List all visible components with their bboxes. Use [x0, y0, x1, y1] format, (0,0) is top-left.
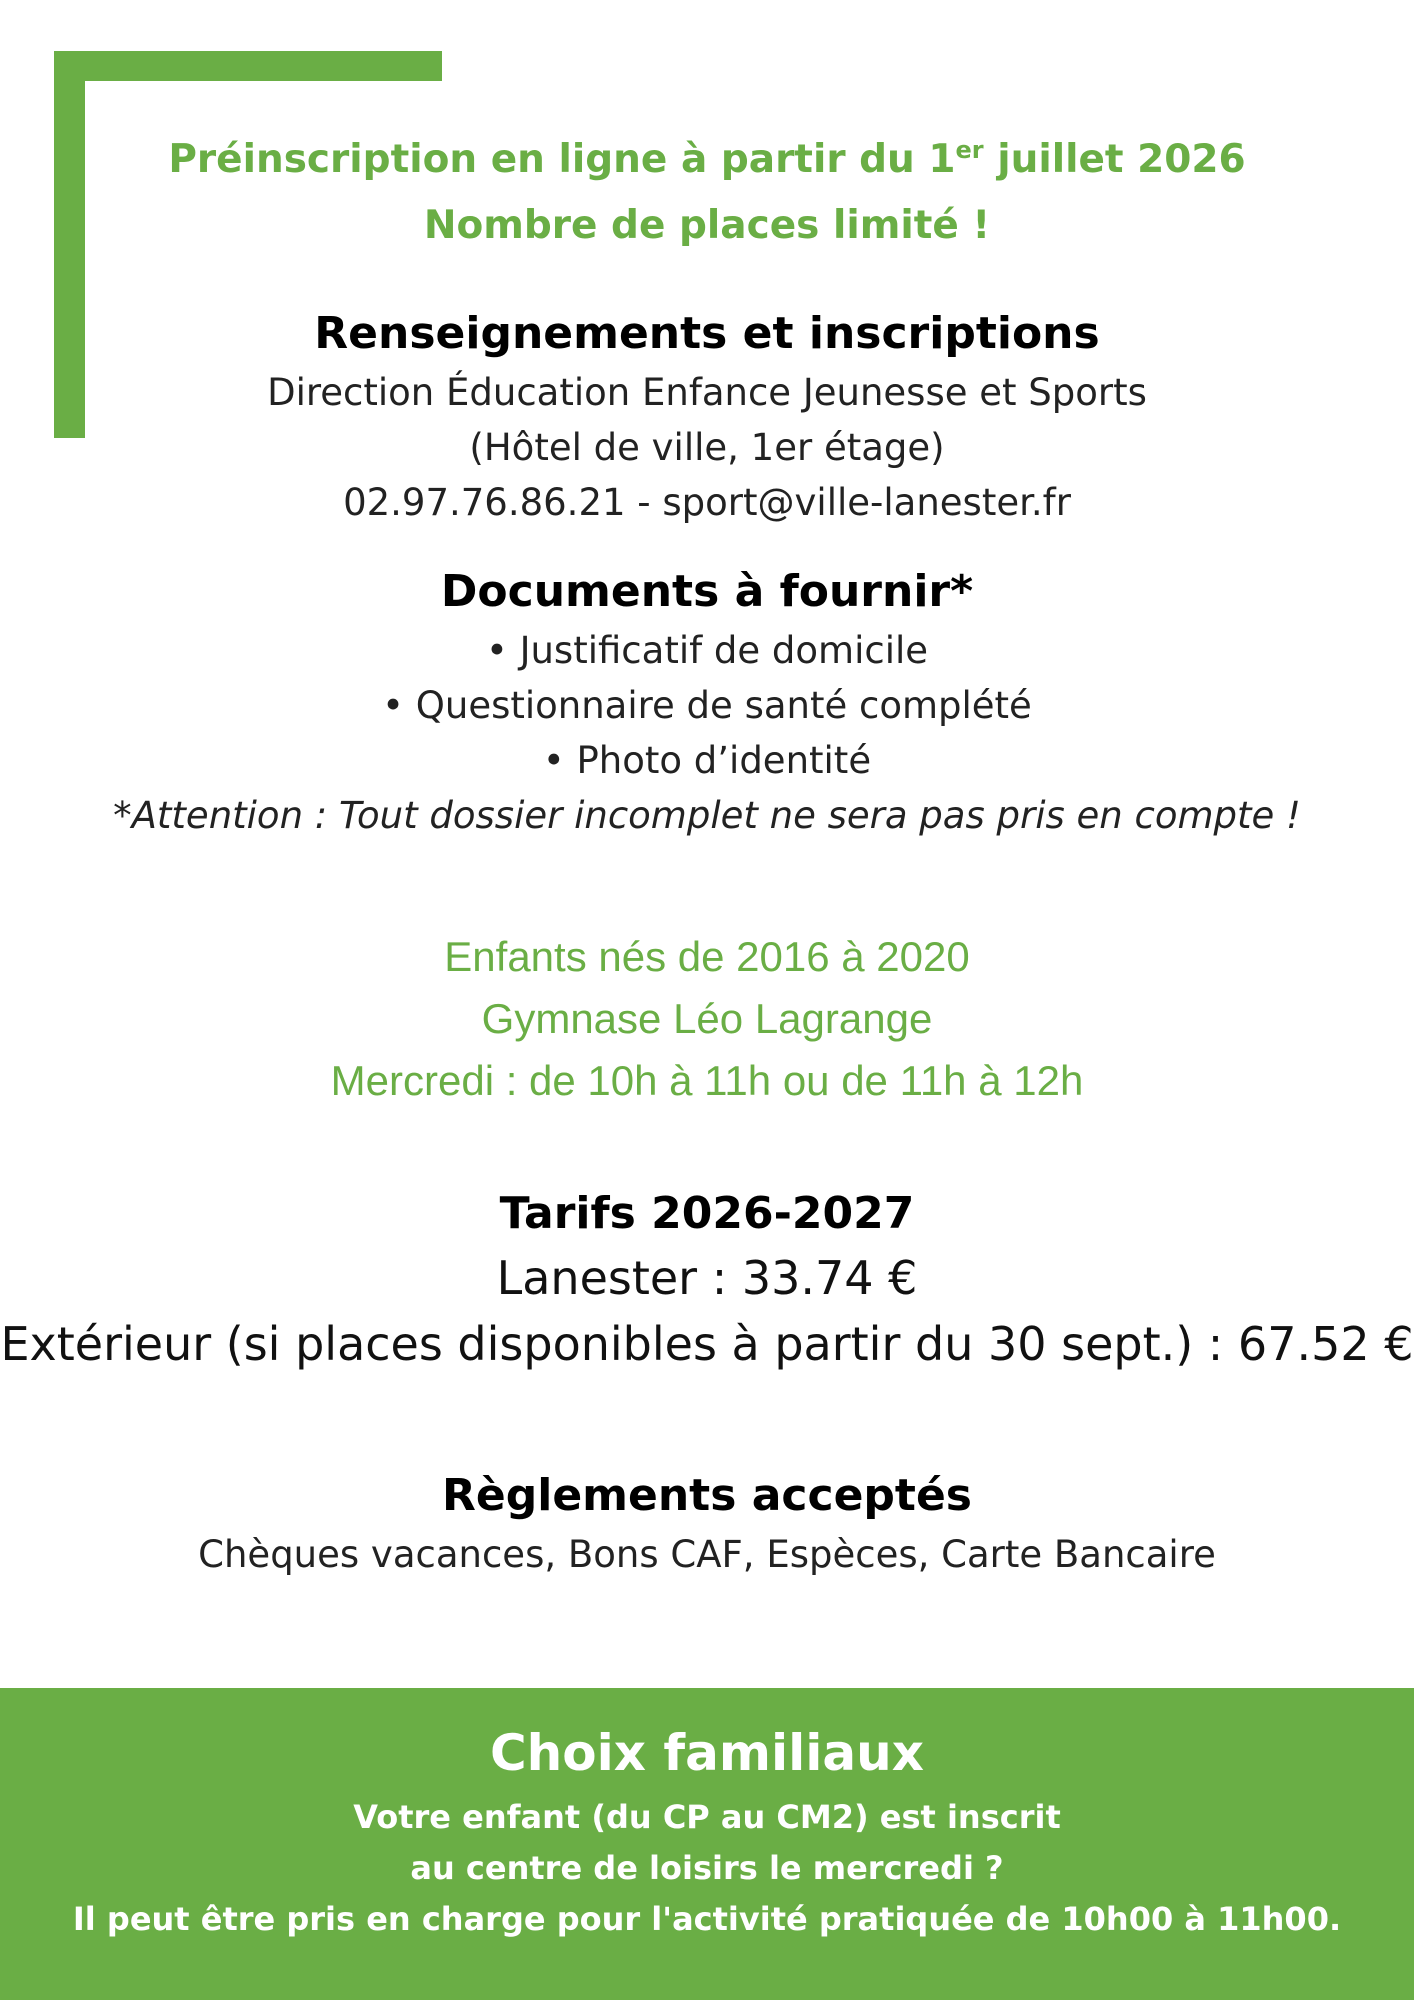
preinscription-text: Préinscription en ligne à partir du 1: [168, 137, 956, 182]
reglements-block: [0, 1465, 1414, 1583]
tarif-line: Lanester : 33.74 €: [496, 1251, 918, 1305]
tarifs-block: [0, 1183, 1414, 1377]
renseignements-title: Renseignements et inscriptions: [314, 308, 1100, 359]
footer-line: Votre enfant (du CP au CM2) est inscrit: [353, 1798, 1061, 1836]
document-item: • Photo d’identité: [542, 739, 872, 782]
activity-line: Mercredi : de 10h à 11h ou de 11h à 12h: [330, 1057, 1084, 1104]
activity-line: Gymnase Léo Lagrange: [481, 995, 933, 1042]
renseignements-line: Direction Éducation Enfance Jeunesse et Sports: [267, 371, 1147, 414]
renseignements-block: [0, 303, 1414, 530]
tarifs-title: Tarifs 2026-2027: [499, 1188, 915, 1239]
superscript-er: er: [955, 136, 984, 164]
document-item: • Justificatif de domicile: [485, 629, 929, 672]
documents-title: Documents à fournir*: [440, 566, 974, 617]
preinscription-date: juillet 2026: [983, 137, 1246, 182]
contact-line: 02.97.76.86.21 - sport@ville-lanester.fr: [343, 481, 1071, 524]
activity-block: [0, 926, 1414, 1112]
footer-title: Choix familiaux: [489, 1724, 925, 1782]
footer-line: Il peut être pris en charge pour l'activité pratiquée de 10h00 à 11h00.: [72, 1900, 1342, 1938]
preinscription-block: [0, 129, 1414, 257]
preinscription-line-2: Nombre de places limité !: [423, 203, 991, 248]
footer-banner: [0, 1688, 1414, 2000]
documents-block: [0, 561, 1414, 843]
documents-note: *Attention : Tout dossier incomplet ne sera pas pris en compte !: [113, 794, 1301, 837]
activity-line: Enfants nés de 2016 à 2020: [444, 933, 970, 980]
corner-decoration-horizontal: [54, 51, 442, 81]
footer-text: [0, 1792, 1414, 1945]
reglements-text: Chèques vacances, Bons CAF, Espèces, Carte Bancaire: [198, 1533, 1216, 1576]
renseignements-line: (Hôtel de ville, 1er étage): [469, 426, 945, 469]
document-item: • Questionnaire de santé complété: [382, 684, 1032, 727]
reglements-title: Règlements acceptés: [442, 1470, 972, 1521]
footer-line: au centre de loisirs le mercredi ?: [410, 1849, 1004, 1887]
tarif-line: Extérieur (si places disponibles à partir du 30 sept.) : 67.52 €: [0, 1317, 1414, 1371]
preinscription-line-1: [0, 129, 1414, 195]
